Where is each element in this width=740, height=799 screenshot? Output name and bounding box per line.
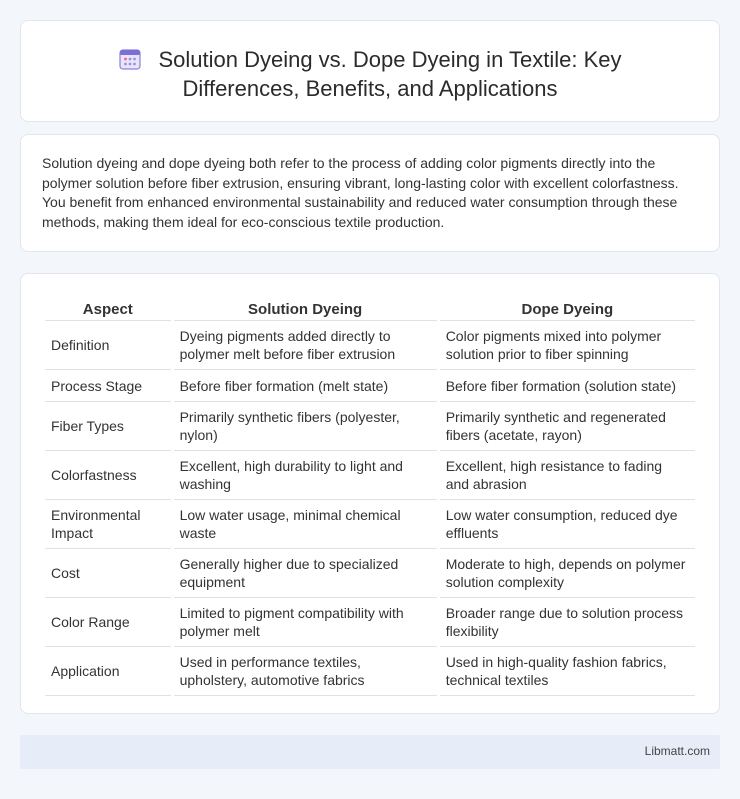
table-header-row [45,294,695,321]
cell-dope: Broader range due to solution process flexibility [440,598,695,647]
table-row [45,549,695,598]
cell-solution: Generally higher due to specialized equipment [174,549,437,598]
cell-dope: Moderate to high, depends on polymer solution complexity [440,549,695,598]
cell-aspect: Color Range [45,598,171,647]
comparison-card [20,273,720,714]
cell-solution: Before fiber formation (melt state) [174,370,437,402]
cell-solution: Low water usage, minimal chemical waste [174,500,437,549]
page-title [21,45,719,103]
header-dope-dyeing: Dope Dyeing [440,294,695,321]
calendar-icon [118,47,142,71]
cell-dope: Excellent, high resistance to fading and abrasion [440,451,695,500]
footer-bar [20,735,720,769]
cell-dope: Color pigments mixed into polymer solution prior to fiber spinning [440,321,695,370]
cell-aspect: Fiber Types [45,402,171,451]
table-row [45,598,695,647]
cell-solution: Used in performance textiles, upholstery, automotive fabrics [174,647,437,696]
cell-dope: Used in high-quality fashion fabrics, technical textiles [440,647,695,696]
table-row [45,451,695,500]
cell-aspect: Colorfastness [45,451,171,500]
intro-paragraph: Solution dyeing and dope dyeing both refer to the process of adding color pigments directly into the polymer solution before fiber extrusion, ensuring vibrant, long-lasting color with excellent colorfastness. You benefit from enhanced environmental sustainability and reduced water consumption through these methods, making them ideal for eco-conscious textile production. [42,155,679,230]
title-card [20,20,720,122]
cell-aspect: Process Stage [45,370,171,402]
header-aspect: Aspect [45,294,171,321]
cell-aspect: Application [45,647,171,696]
table-row [45,402,695,451]
cell-solution: Limited to pigment compatibility with polymer melt [174,598,437,647]
cell-dope: Low water consumption, reduced dye effluents [440,500,695,549]
title-line-2: Differences, Benefits, and Applications [182,76,558,101]
cell-solution: Primarily synthetic fibers (polyester, nylon) [174,402,437,451]
cell-aspect: Definition [45,321,171,370]
footer-source: Libmatt.com [644,744,710,758]
table-row [45,321,695,370]
cell-solution: Excellent, high durability to light and washing [174,451,437,500]
cell-solution: Dyeing pigments added directly to polymer melt before fiber extrusion [174,321,437,370]
cell-dope: Primarily synthetic and regenerated fibers (acetate, rayon) [440,402,695,451]
header-solution-dyeing: Solution Dyeing [174,294,437,321]
cell-aspect: Cost [45,549,171,598]
cell-aspect: Environmental Impact [45,500,171,549]
table-row [45,647,695,696]
table-row [45,500,695,549]
cell-dope: Before fiber formation (solution state) [440,370,695,402]
comparison-table [42,294,698,696]
title-line-1: Solution Dyeing vs. Dope Dyeing in Textile: Key [158,47,622,72]
intro-card [20,134,720,252]
table-row [45,370,695,402]
